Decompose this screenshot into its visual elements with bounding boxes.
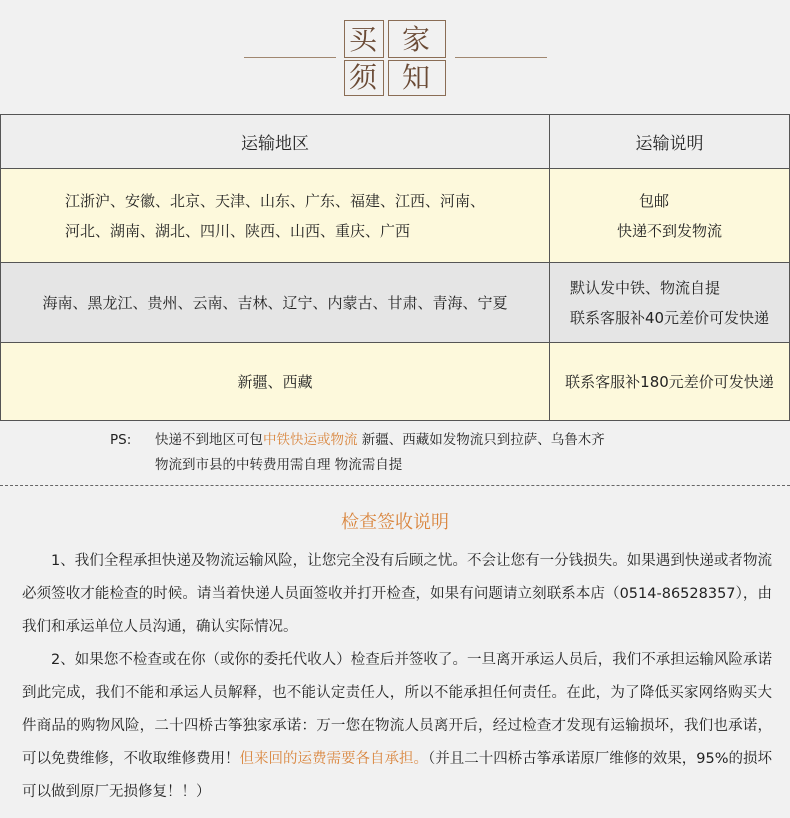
dashed-divider xyxy=(0,485,790,486)
inspection-body xyxy=(22,545,772,809)
buyer-notice-logo xyxy=(336,18,455,98)
logo-char: 须 xyxy=(349,61,378,94)
region-cell xyxy=(1,263,550,343)
ps-line-2: 物流到市县的中转费用需自理 物流需自提 xyxy=(155,457,403,473)
desc-text xyxy=(617,186,722,246)
header-line-left xyxy=(244,57,336,58)
desc-line: 联系客服补40元差价可发快递 xyxy=(569,308,770,327)
region-line: 河北、湖南、湖北、四川、陕西、山西、重庆、广西 xyxy=(64,221,410,240)
para2-highlight: 但来回的运费需要各自承担。 xyxy=(239,751,429,767)
region-line: 海南、黑龙江、贵州、云南、吉林、辽宁、内蒙古、甘肃、青海、宁夏 xyxy=(42,294,508,312)
desc-line: 快递不到发物流 xyxy=(616,221,722,240)
desc-line: 包邮 xyxy=(638,191,669,210)
inspection-title: 检查签收说明 xyxy=(341,512,449,533)
ps-text: 快递不到地区可包 xyxy=(155,432,263,448)
ps-line-1 xyxy=(155,428,715,453)
logo-char: 买 xyxy=(349,23,378,56)
desc-line: 默认发中铁、物流自提 xyxy=(569,278,720,297)
desc-cell xyxy=(550,263,790,343)
table-row xyxy=(1,343,790,421)
shipping-table xyxy=(0,114,790,421)
ps-text: 新疆、西藏如发物流只到拉萨、乌鲁木齐 xyxy=(357,432,605,448)
desc-text xyxy=(570,273,769,333)
header-line-right xyxy=(455,57,547,58)
region-cell xyxy=(1,169,550,263)
desc-line: 联系客服补180元差价可发快递 xyxy=(565,373,774,391)
desc-cell xyxy=(550,343,790,421)
ps-body xyxy=(155,428,715,478)
region-text xyxy=(65,186,485,246)
table-row xyxy=(1,263,790,343)
header-region: 运输地区 xyxy=(1,115,550,169)
inspection-paragraph-1: 1、我们全程承担快递及物流运输风险，让您完全没有后顾之忧。不会让您有一分钱损失。如果遇到快递或者物流必须签收才能检查的时候。请当着快递人员面签收并打开检查，如果有问题请立刻联系本店（0514-86528357），由我们和承运单位人员沟通，确认实际情况。 xyxy=(22,553,772,635)
region-line: 江浙沪、安徽、北京、天津、山东、广东、福建、江西、河南、 xyxy=(64,191,485,210)
page-header xyxy=(0,0,790,115)
inspection-paragraph-2 xyxy=(22,644,772,809)
region-cell xyxy=(1,343,550,421)
logo-char: 家 xyxy=(402,23,431,56)
para2-text: 2、如果您不检查或在你（或你的委托代收人）检查后并签收了。一旦离开承运人员后，我们不承担运输风险承诺到此完成，我们不能和承运人员解释，也不能认定责任人，所以不能承担任何责任。在此，为了降低买家网络购买大件商品的购物风险，二十四桥古筝独家承诺：万一您在物流人员离开后，经过检查才发现有运输损坏，我们也承诺，可以免费维修，不收取维修费用！ xyxy=(22,652,772,767)
para2-text: （并且二十四桥古筝承诺原厂维修的效果，95%的损坏可以做到原厂无损修复！！） xyxy=(22,751,773,800)
region-line: 新疆、西藏 xyxy=(237,373,313,391)
ps-label: PS: xyxy=(110,432,132,448)
desc-cell xyxy=(550,169,790,263)
logo-char: 知 xyxy=(402,61,431,94)
ps-highlight: 中铁快运或物流 xyxy=(263,432,358,448)
header-desc: 运输说明 xyxy=(550,115,790,169)
table-header-row xyxy=(1,115,790,169)
table-row xyxy=(1,169,790,263)
